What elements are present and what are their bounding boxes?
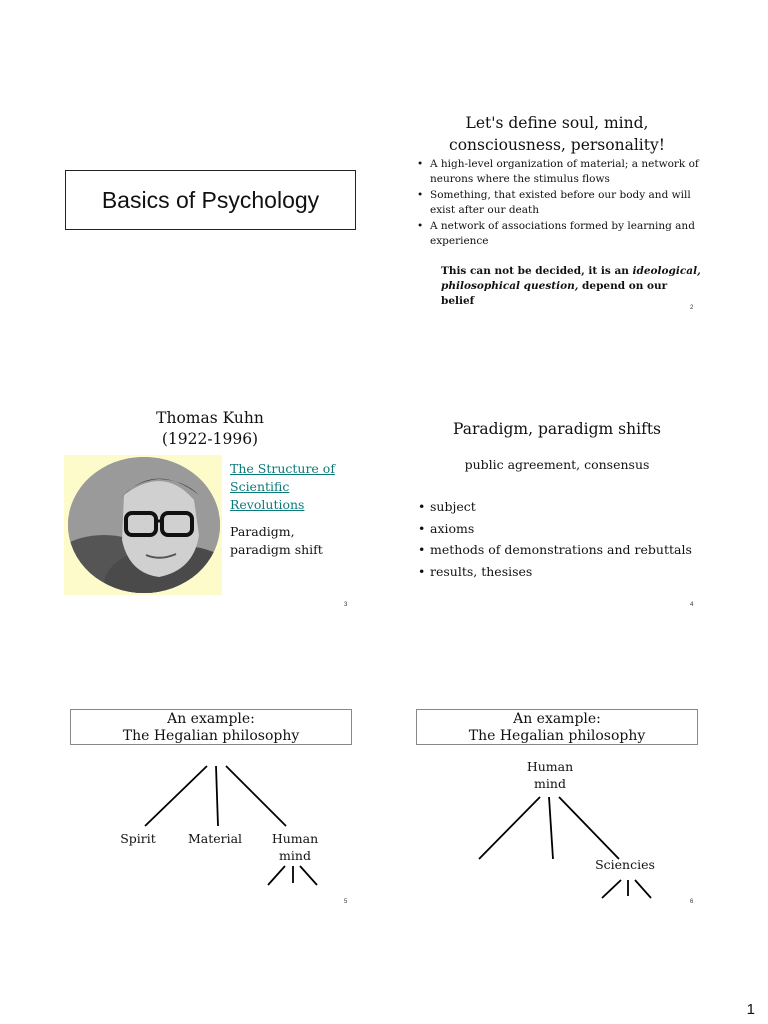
slide6-title-box: An example: The Hegalian philosophy xyxy=(416,709,698,745)
slide2-note: This can not be decided, it is an ideological, philosophical question, depend on our belief xyxy=(441,265,701,307)
slide4-bullet: • subject xyxy=(418,496,692,518)
slide4-bullet: • axioms xyxy=(418,518,692,540)
structure-of-scientific-revolutions-link[interactable]: The Structure of Scientific Revolutions xyxy=(230,461,335,512)
slide3-number: 3 xyxy=(344,602,348,608)
tree-branch-line xyxy=(602,880,621,898)
node-spirit: Spirit xyxy=(120,831,156,846)
slide5-number: 5 xyxy=(344,899,348,905)
node-sciencies: Sciencies xyxy=(595,857,655,872)
slide6-number: 6 xyxy=(690,899,694,905)
tree-branch-line xyxy=(635,880,651,898)
slide3-title: Thomas Kuhn (1922-1996) xyxy=(156,409,264,448)
slide4-subtitle: public agreement, consensus xyxy=(464,457,650,472)
slide2-title: Let's define soul, mind, consciousness, personality! xyxy=(449,114,665,154)
node-human-mind: Human mind xyxy=(526,759,574,791)
node-human-mind: Human mind xyxy=(271,831,319,863)
slide2-bullet: • A high-level organization of material; a network of neurons where the stimulus flows xyxy=(416,157,701,186)
slide2-bullet: • A network of associations formed by learning and experience xyxy=(416,219,701,248)
slide5-title-box: An example: The Hegalian philosophy xyxy=(70,709,352,745)
slide1-title: Basics of Psychology xyxy=(101,186,320,213)
node-material: Material xyxy=(187,831,243,846)
tree-branch-line xyxy=(549,797,553,859)
page-number: 1 xyxy=(746,1001,755,1018)
slide4-bullet: • methods of demonstrations and rebuttals xyxy=(418,539,692,561)
slide4-bullet: • results, thesises xyxy=(418,561,692,583)
tree-branch-line xyxy=(559,797,619,859)
slide4-number: 4 xyxy=(690,602,694,608)
slide2-number: 2 xyxy=(690,305,694,311)
slide2-bullet: • Something, that existed before our body and will exist after our death xyxy=(416,188,701,217)
slide4-title: Paradigm, paradigm shifts xyxy=(452,420,662,438)
slide3-description: Paradigm, paradigm shift xyxy=(230,524,323,557)
tree-branch-line xyxy=(479,797,540,859)
